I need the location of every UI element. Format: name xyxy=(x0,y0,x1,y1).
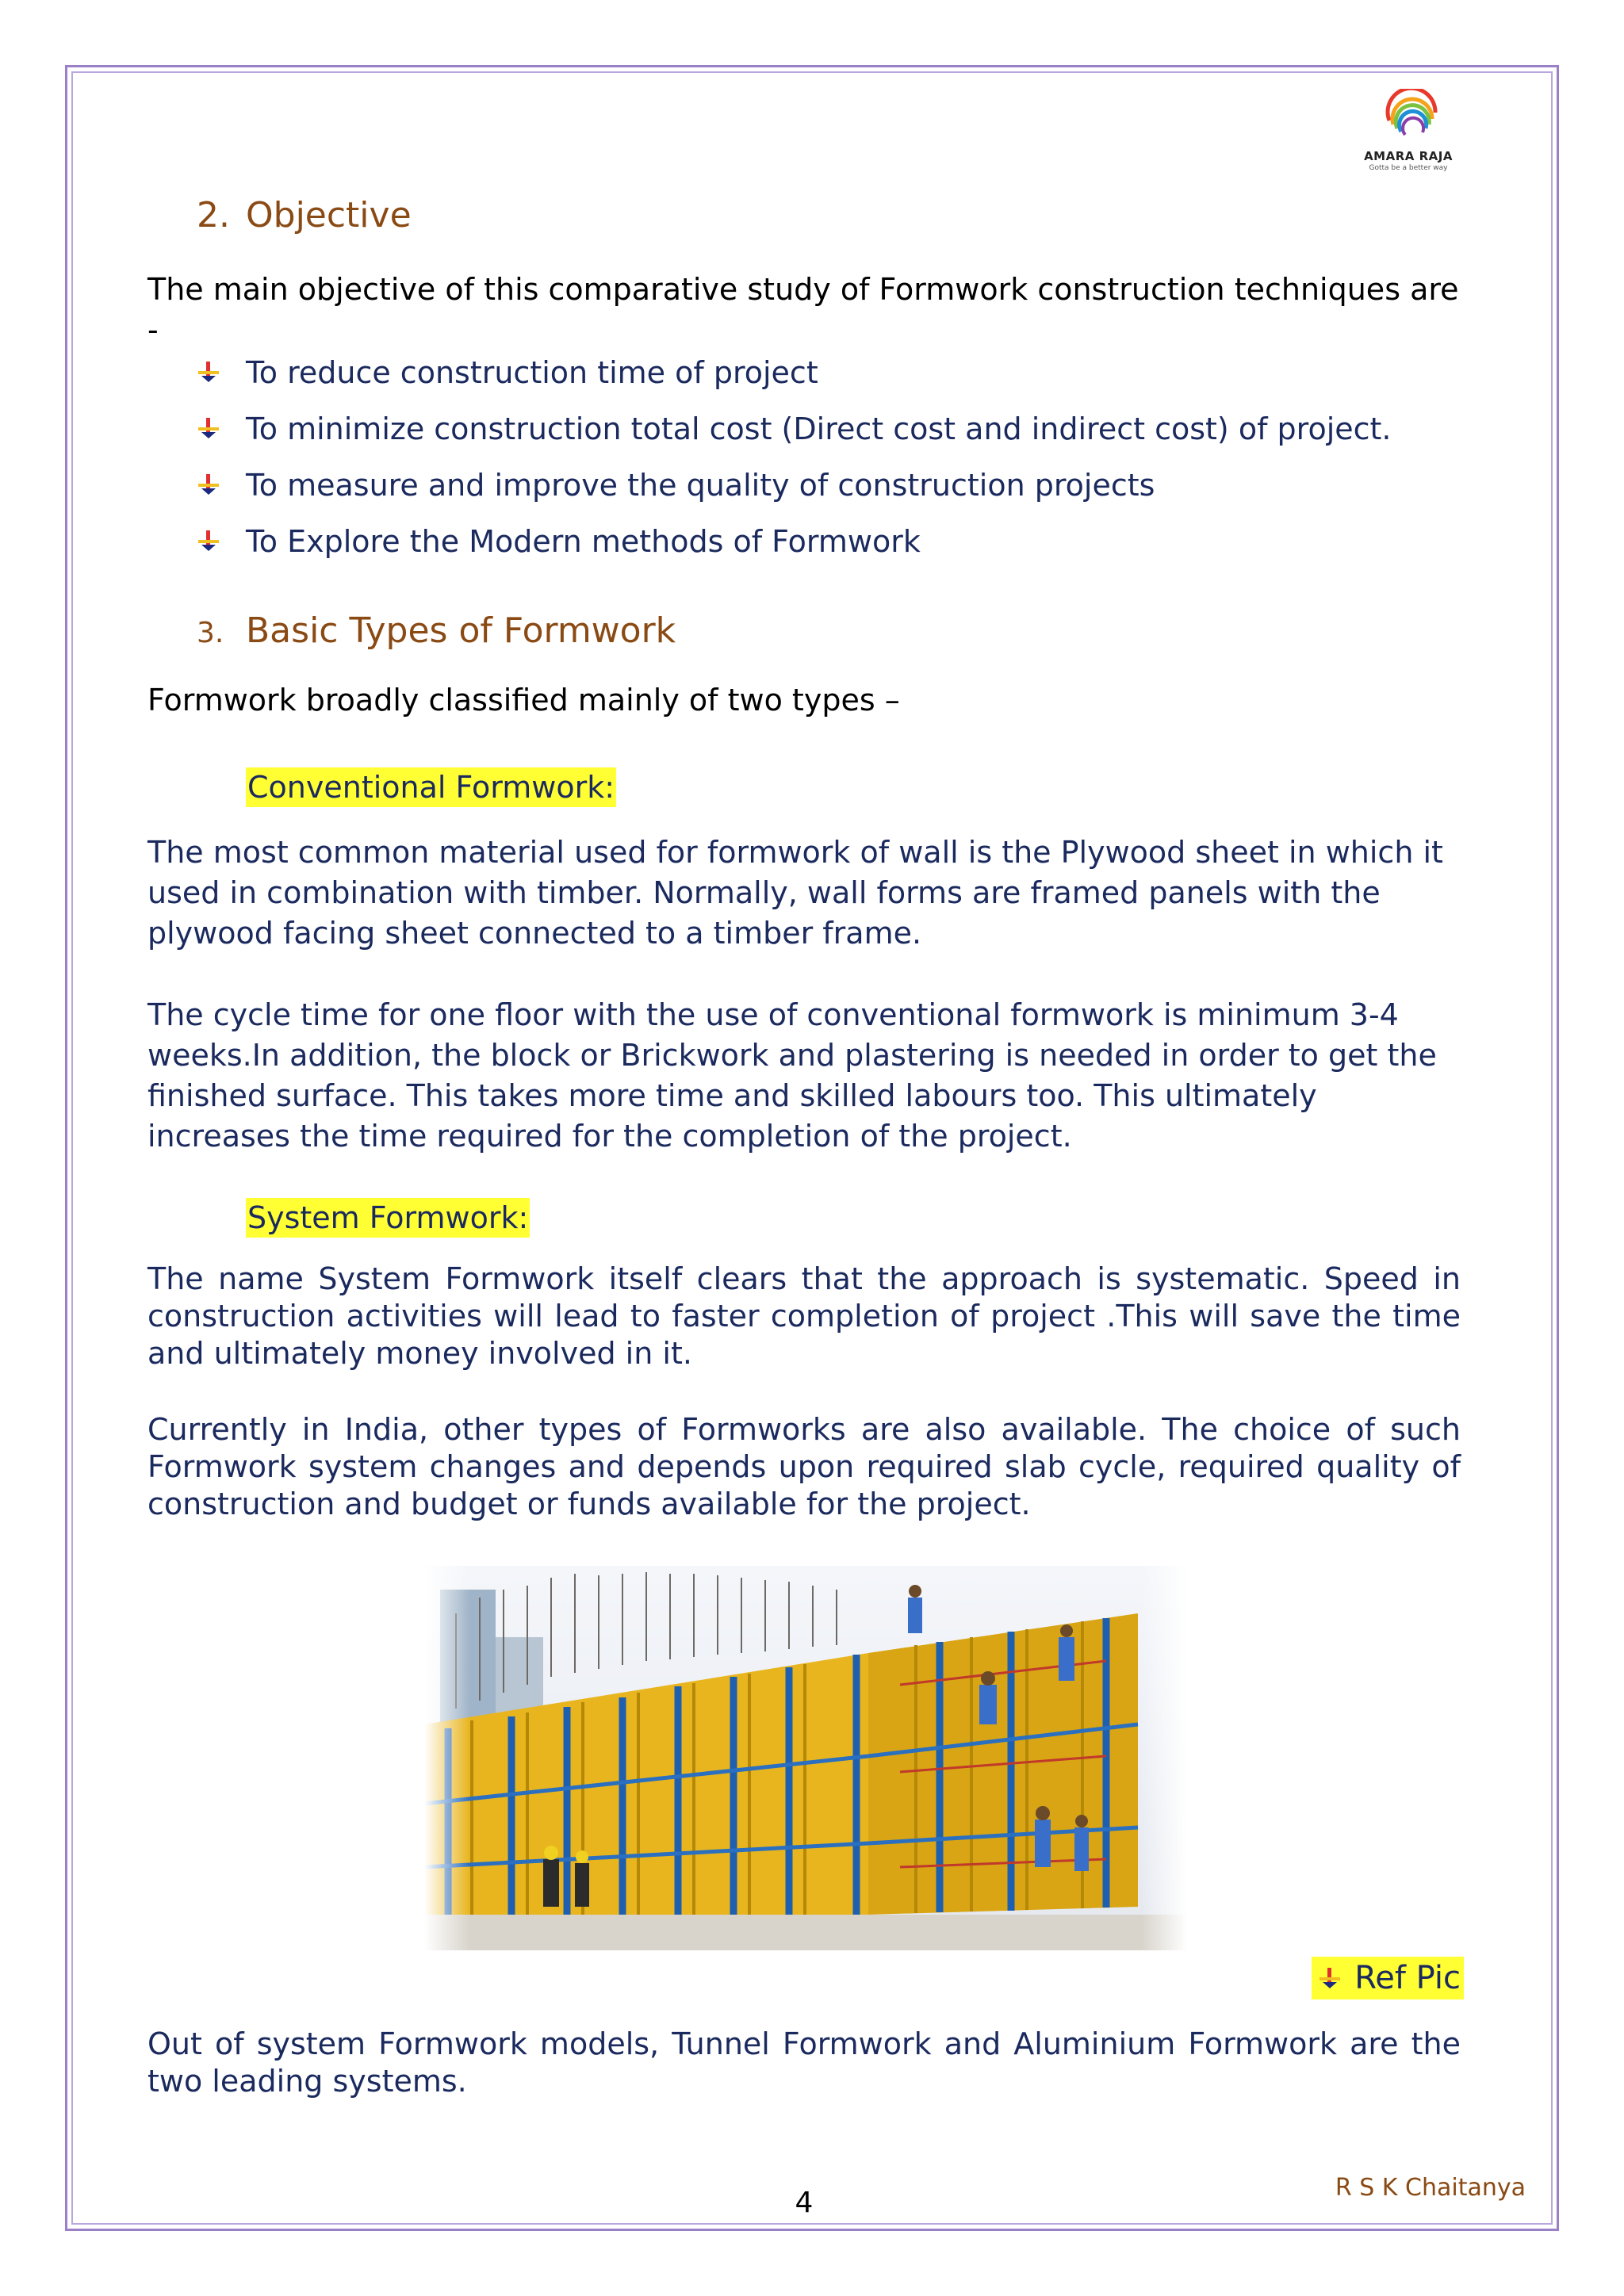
logo-brand: AMARA RAJA xyxy=(1364,149,1453,163)
page-number: 4 xyxy=(795,2187,814,2219)
logo-tagline: Gotta be a better way xyxy=(1369,164,1448,172)
system-para-1: The name System Formwork itself clears that the approach is systematic. Speed in construction activities will lead to faster completion of project .This will save the time and ultimately money involved in it. xyxy=(147,1261,1461,1371)
list-item xyxy=(197,518,1392,574)
section-3-heading xyxy=(197,610,676,651)
logo-swirl-icon xyxy=(1358,89,1459,152)
bullet-text: To Explore the Modern methods of Formwork xyxy=(246,524,921,559)
bullet-text: To reduce construction time of project xyxy=(246,355,818,390)
author-name: R S K Chaitanya xyxy=(1335,2174,1526,2202)
objective-list xyxy=(197,349,1392,574)
arrow-down-bullet-icon xyxy=(197,529,220,553)
section-2-heading xyxy=(197,195,412,235)
section-3-title: Basic Types of Formwork xyxy=(246,610,676,651)
arrow-down-bullet-icon xyxy=(197,416,220,440)
list-item xyxy=(197,349,1392,405)
bullet-text: To minimize construction total cost (Direct cost and indirect cost) of project. xyxy=(246,411,1392,446)
conventional-para-2: The cycle time for one floor with the use of conventional formwork is minimum 3-4 weeks.In addition, the block or Brickwork and plastering is needed in order to get the finished surface. This takes more time and skilled labours too. This ultimately increases the time required for the completion of the project. xyxy=(147,997,1437,1154)
conventional-para-1: The most common material used for formwork of wall is the Plywood sheet in which it used in combination with timber. Normally, wall forms are framed panels with the plywood facing sheet connected to a timber frame. xyxy=(147,835,1443,951)
bullet-text: To measure and improve the quality of construction projects xyxy=(246,468,1155,503)
system-formwork-photo xyxy=(424,1566,1187,1950)
ref-pic-text: Ref Pic xyxy=(1354,1960,1461,1996)
arrow-down-bullet-icon xyxy=(197,473,220,496)
types-intro: Formwork broadly classified mainly of two types – xyxy=(147,683,900,718)
ref-pic-label xyxy=(1312,1957,1464,1999)
system-para-2: Currently in India, other types of Formworks are also available. The choice of such Formwork system changes and depends upon required slab cycle, required quality of construction and budget or funds available for the project. xyxy=(147,1412,1461,1521)
list-item xyxy=(197,461,1392,518)
section-2-number: 2. xyxy=(197,195,230,235)
section-2-title: Objective xyxy=(246,195,412,235)
objective-intro: The main objective of this comparative study of Formwork construction techniques are - xyxy=(147,272,1459,347)
arrow-down-bullet-icon xyxy=(1318,1966,1342,1990)
system-heading: System Formwork: xyxy=(246,1198,530,1238)
list-item xyxy=(197,405,1392,461)
section-3-number: 3. xyxy=(197,617,224,649)
closing-paragraph: Out of system Formwork models, Tunnel Formwork and Aluminium Formwork are the two leading systems. xyxy=(147,2026,1461,2099)
arrow-down-bullet-icon xyxy=(197,360,220,384)
amara-raja-logo xyxy=(1358,89,1459,176)
conventional-heading: Conventional Formwork: xyxy=(246,767,616,807)
